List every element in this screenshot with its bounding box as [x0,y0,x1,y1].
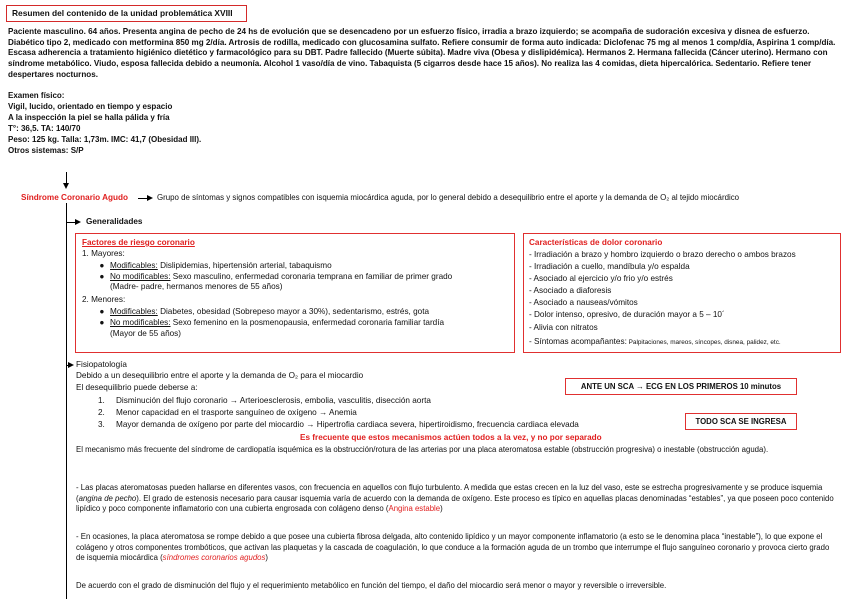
item-key: No modificables: [110,318,171,327]
fisio-intro: Debido a un desequilibrio entre el aporte y la demanda de O₂ para el miocardio [76,371,364,380]
cause-number: 1. [98,396,105,405]
damage-paragraph: De acuerdo con el grado de disminución del flujo y el requerimiento metabólico en función del tiempo, el daño del miocardio será menor o mayor y reversible o irreversible. [76,581,667,590]
sca-definition: Grupo de síntomas y signos compatibles con isquemia miocárdica aguda, por lo general debido a desequilibrio entre el aporte y la demanda de O₂ al tejido miocárdico [157,193,740,202]
mayores-label: 1. Mayores: [82,249,125,258]
dolor-title: Características de dolor coronario [529,238,663,247]
unstable-plaque-paragraph [76,532,838,564]
p2-part: ). El grado de estenosis necesario para causar isquemia varía de acuerdo con la demanda de oxígeno. Este proceso es típico en aquellas placas denominadas “estables”, ya que poseen poco contenido lipídico y poco componente inflamatorio con una cubierta engrosada con colágeno denso ( [76,493,834,513]
ecg-box: ANTE UN SCA → ECG EN LOS PRIMEROS 10 minutos [565,378,797,395]
factores-box [75,233,515,353]
mechanism-paragraph: El mecanismo más frecuente del síndrome de cardiopatía isquémica es la obstrucción/rotura de las arterias por una placa ateromatosa estable (obstrucción progresiva) o inestable (obstrucción aguda). [76,445,769,454]
trunk-line [66,203,67,599]
cause-item [98,408,357,419]
document-title: Resumen del contenido de la unidad problemática XVIII [6,5,247,22]
list-item-extra: (Madre- padre, hermanos menores de 55 años) [110,282,283,291]
list-item-extra: (Mayor de 55 años) [110,329,181,338]
highlight-text: Es frecuente que estos mecanismos actúen todos a la vez, y no por separado [300,433,602,442]
exam-heading: Examen físico: [8,91,65,100]
dolor-item: - Irradiación a cuello, mandíbula y/o espalda [529,262,690,271]
dolor-item: - Dolor intenso, opresivo, de duración mayor a 5 – 10´ [529,310,725,319]
stable-plaque-paragraph [76,483,838,515]
item-text: Diabetes, obesidad (Sobrepeso mayor a 30%), sedentarismo, estrés, gota [157,307,430,316]
arrow-down-icon [63,183,69,189]
arrow-right-icon [147,195,153,201]
dolor-last-small: Palpitaciones, mareos, síncopes, disnea, palidez, etc. [626,339,781,346]
bullet-icon: ● [99,307,105,316]
sca-label: Síndrome Coronario Agudo [21,193,129,202]
generalidades-label: Generalidades [86,217,143,226]
item-text: Dislipidemias, hipertensión arterial, tabaquismo [157,261,332,270]
list-item [94,307,514,318]
exam-line: Vigil, lucido, orientado en tiempo y espacio [8,102,173,111]
sca-italic-label: síndromes coronarios agudos [162,553,266,562]
fisio-cause-label: El desequilibrio puede deberse a: [76,383,198,392]
cause-number: 2. [98,408,105,417]
dolor-item: - Irradiación a brazo y hombro izquierdo o brazo derecho o ambos brazos [529,250,796,259]
bullet-icon: ● [99,318,105,327]
arrow-right-icon [75,219,81,225]
p2-part: ) [440,504,443,513]
factores-title: Factores de riesgo coronario [82,238,195,247]
p2-part: - Las placas ateromatosas pueden hallarse en diferentes vasos, con frecuencia en aquellos con flujo turbulento. A medida que estas crecen en la luz del vaso, este se estrecha progresivamente y se produce isquemia ( [76,483,823,503]
angina-estable-label: Angina estable [388,504,441,513]
cause-item [98,396,431,407]
dolor-item: - Asociado a diaforesis [529,286,612,295]
bullet-icon: ● [99,261,105,270]
case-paragraph: Paciente masculino. 64 años. Presenta angina de pecho de 24 hs de evolución que se desencadeno por un esfuerzo físico, irradia a brazo izquierdo; se acompaña de sudoración excesiva y disnea de esfuerzo. Diabético tipo 2, medicado con metformina 850 mg 2/día. Artrosis de rodilla, medicado con glucosamina sulfato. Refiere consumir de forma auto indicada: Diclofenac 75 mg al menos 1 comp/día, Aspirina 1 comp/día. Escasa adherencia a tratamiento higiénico dietético y farmacológico para su DBT. Padre fallecido (Muerte súbita). Madre viva (Obesa y dislipidémica). Hermanos 2. Hermana fallecida (Cáncer uterino). Hermano con síndrome metabólico. Viudo, esposa fallecida debido a neumonía. Alcohol 1 vaso/día de vino. Tabaquista (5 cigarros desde hace 15 años). No realiza las 4 comidas, dieta hipercalórica. Sedentario. Refiere tener despertares nocturnos. [8,27,836,79]
item-key: Modificables: [110,307,158,316]
fisiopatologia-label: Fisiopatología [76,360,127,369]
item-text: Sexo masculino, enfermedad coronaria temprana en familiar de primer grado [170,272,453,281]
dolor-item: - Alivia con nitratos [529,323,598,332]
exam-line: A la inspección la piel se halla pálida y fría [8,113,170,122]
cause-number: 3. [98,420,105,429]
p2-italic: angina de pecho [78,493,137,503]
cause-item [98,420,579,431]
menores-label: 2. Menores: [82,295,126,304]
p3-part: ) [265,553,268,562]
item-key: No modificables: [110,272,171,281]
cause-text: Mayor demanda de oxígeno por parte del miocardio → Hipertrofia cardiaca severa, hipertiroidismo, frecuencia cardiaca elevada [116,420,579,429]
list-item [94,272,514,283]
item-key: Modificables: [110,261,158,270]
dolor-item: - Asociado al ejercicio y/o frio y/o estrés [529,274,673,283]
cause-text: Disminución del flujo coronario → Arterioesclerosis, embolia, vasculitis, disección aorta [116,396,431,405]
exam-line: Otros sistemas: S/P [8,146,84,155]
dolor-box [523,233,841,353]
ingreso-box: TODO SCA SE INGRESA [685,413,797,430]
item-text: Sexo femenino en la posmenopausia, enfermedad coronaria familiar tardía [170,318,445,327]
p3-part: - En ocasiones, la placa ateromatosa se rompe debido a que posee una cubierta fibrosa delgada, alto contenido lipídico y un mayor componente inflamatorio (a esto se le denomina placa “inestable”), lo que expone el colágeno y otros componentes trombóticos, que activan las plaquetas y la cascada de coagulación, lo que conduce a la formación aguda de un trombo que interrumpe el flujo sanguíneo coronario y provoca cierto grado de isquemia miocárdica ( [76,532,830,562]
list-item [94,318,514,329]
list-item [94,261,514,272]
dolor-item [529,337,781,349]
bullet-icon: ● [99,272,105,281]
cause-text: Menor capacidad en el trasporte sanguíneo de oxígeno → Anemia [116,408,357,417]
exam-line: Peso: 125 kg. Talla: 1,73m. IMC: 41,7 (Obesidad III). [8,135,202,144]
exam-line: T°: 36,5. TA: 140/70 [8,124,81,133]
arrow-right-icon [68,362,74,368]
dolor-item: - Asociado a nauseas/vómitos [529,298,638,307]
dolor-last-label: - Síntomas acompañantes: [529,337,627,346]
